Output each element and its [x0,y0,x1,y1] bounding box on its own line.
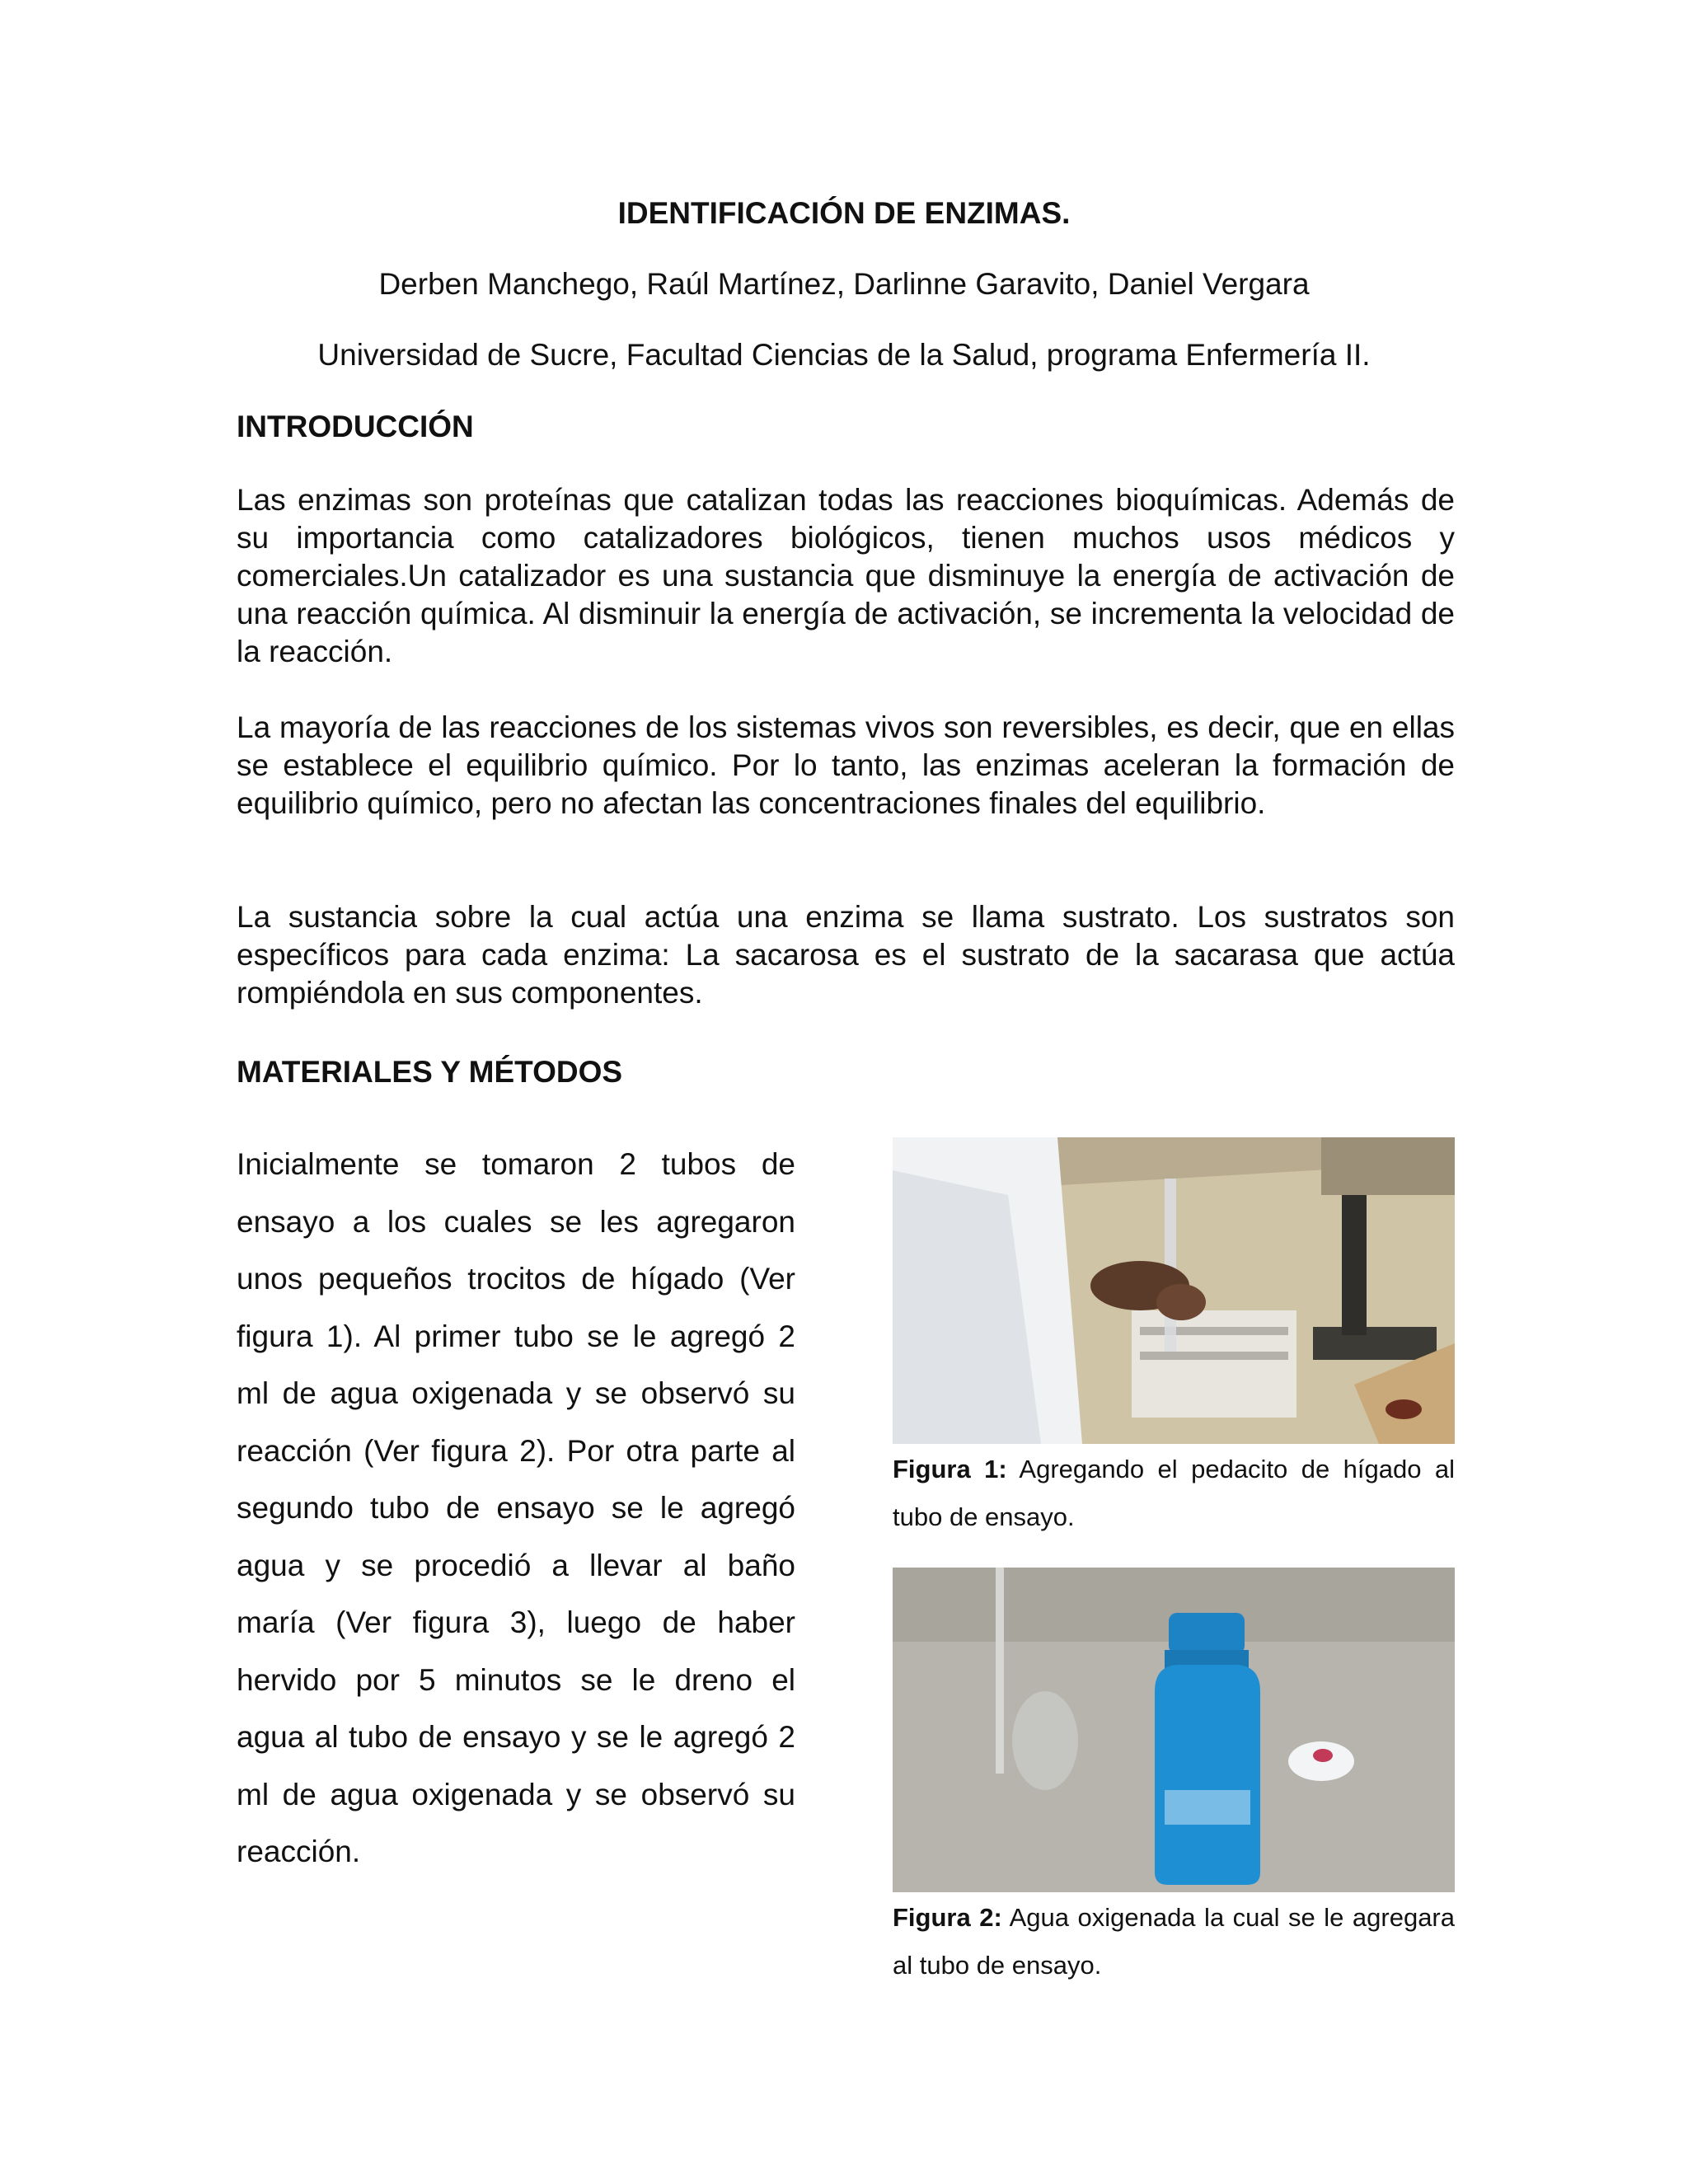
intro-paragraph-3: La sustancia sobre la cual actúa una enzima se llama sustrato. Los sustratos son específicos para cada enzima: La sacarosa es el sustrato de la sacarasa que actúa rompiéndola en sus componentes. [237,900,1455,1010]
figure-1-label: Figura 1: [893,1455,1007,1483]
figure-2 [893,1568,1455,1980]
methods-paragraph: Inicialmente se tomaron 2 tubos de ensayo a los cuales se les agregaron unos pequeños trocitos de hígado (Ver figura 1). Al primer tubo se le agregó 2 ml de agua oxigenada y se observó su reacción (Ver figura 2). Por otra parte al segundo tubo de ensayo se le agregó agua y se procedió a llevar al baño maría (Ver figura 3), luego de haber hervido por 5 minutos se le dreno el agua al tubo de ensayo y se le agregó 2 ml de agua oxigenada y se observó su reacción. [237,1147,795,1868]
paper-title: IDENTIFICACIÓN DE ENZIMAS. [617,196,1071,230]
intro-paragraph-1: Las enzimas son proteínas que catalizan todas las reacciones bioquímicas. Además de su importancia como catalizadores biológicos, tienen muchos usos médicos y comerciales.Un catalizador es una sustancia que disminuye la energía de activación de una reacción química. Al disminuir la energía de activación, se incrementa la velocidad de la reacción. [237,483,1455,668]
intro-paragraph-2: La mayoría de las reacciones de los sistemas vivos son reversibles, es decir, que en ellas se establece el equilibrio químico. Por lo tanto, las enzimas aceleran la formación de equilibrio químico, pero no afectan las concentraciones finales del equilibrio. [237,710,1455,820]
figure-2-label: Figura 2: [893,1903,1002,1932]
figure-1 [893,1137,1455,1533]
figure-1-text: Agregando el pedacito de hígado al tubo de ensayo. [893,1455,1455,1531]
hydrogen-peroxide-bottle-photo [893,1568,1455,1892]
introduction-heading: INTRODUCCIÓN [237,410,474,443]
figure-2-photo [893,1568,1455,1892]
figure-1-caption [893,1446,1455,1541]
liver-test-tube-photo [893,1137,1455,1444]
figure-1-photo [893,1137,1455,1444]
affiliation: Universidad de Sucre, Facultad Ciencias de la Salud, programa Enfermería II. [317,338,1371,372]
figure-2-text: Agua oxigenada la cual se le agregara al tubo de ensayo. [893,1903,1455,1980]
methods-heading: MATERIALES Y MÉTODOS [237,1055,623,1089]
figure-2-caption [893,1894,1455,1990]
author-list: Derben Manchego, Raúl Martínez, Darlinne Garavito, Daniel Vergara [378,267,1310,301]
